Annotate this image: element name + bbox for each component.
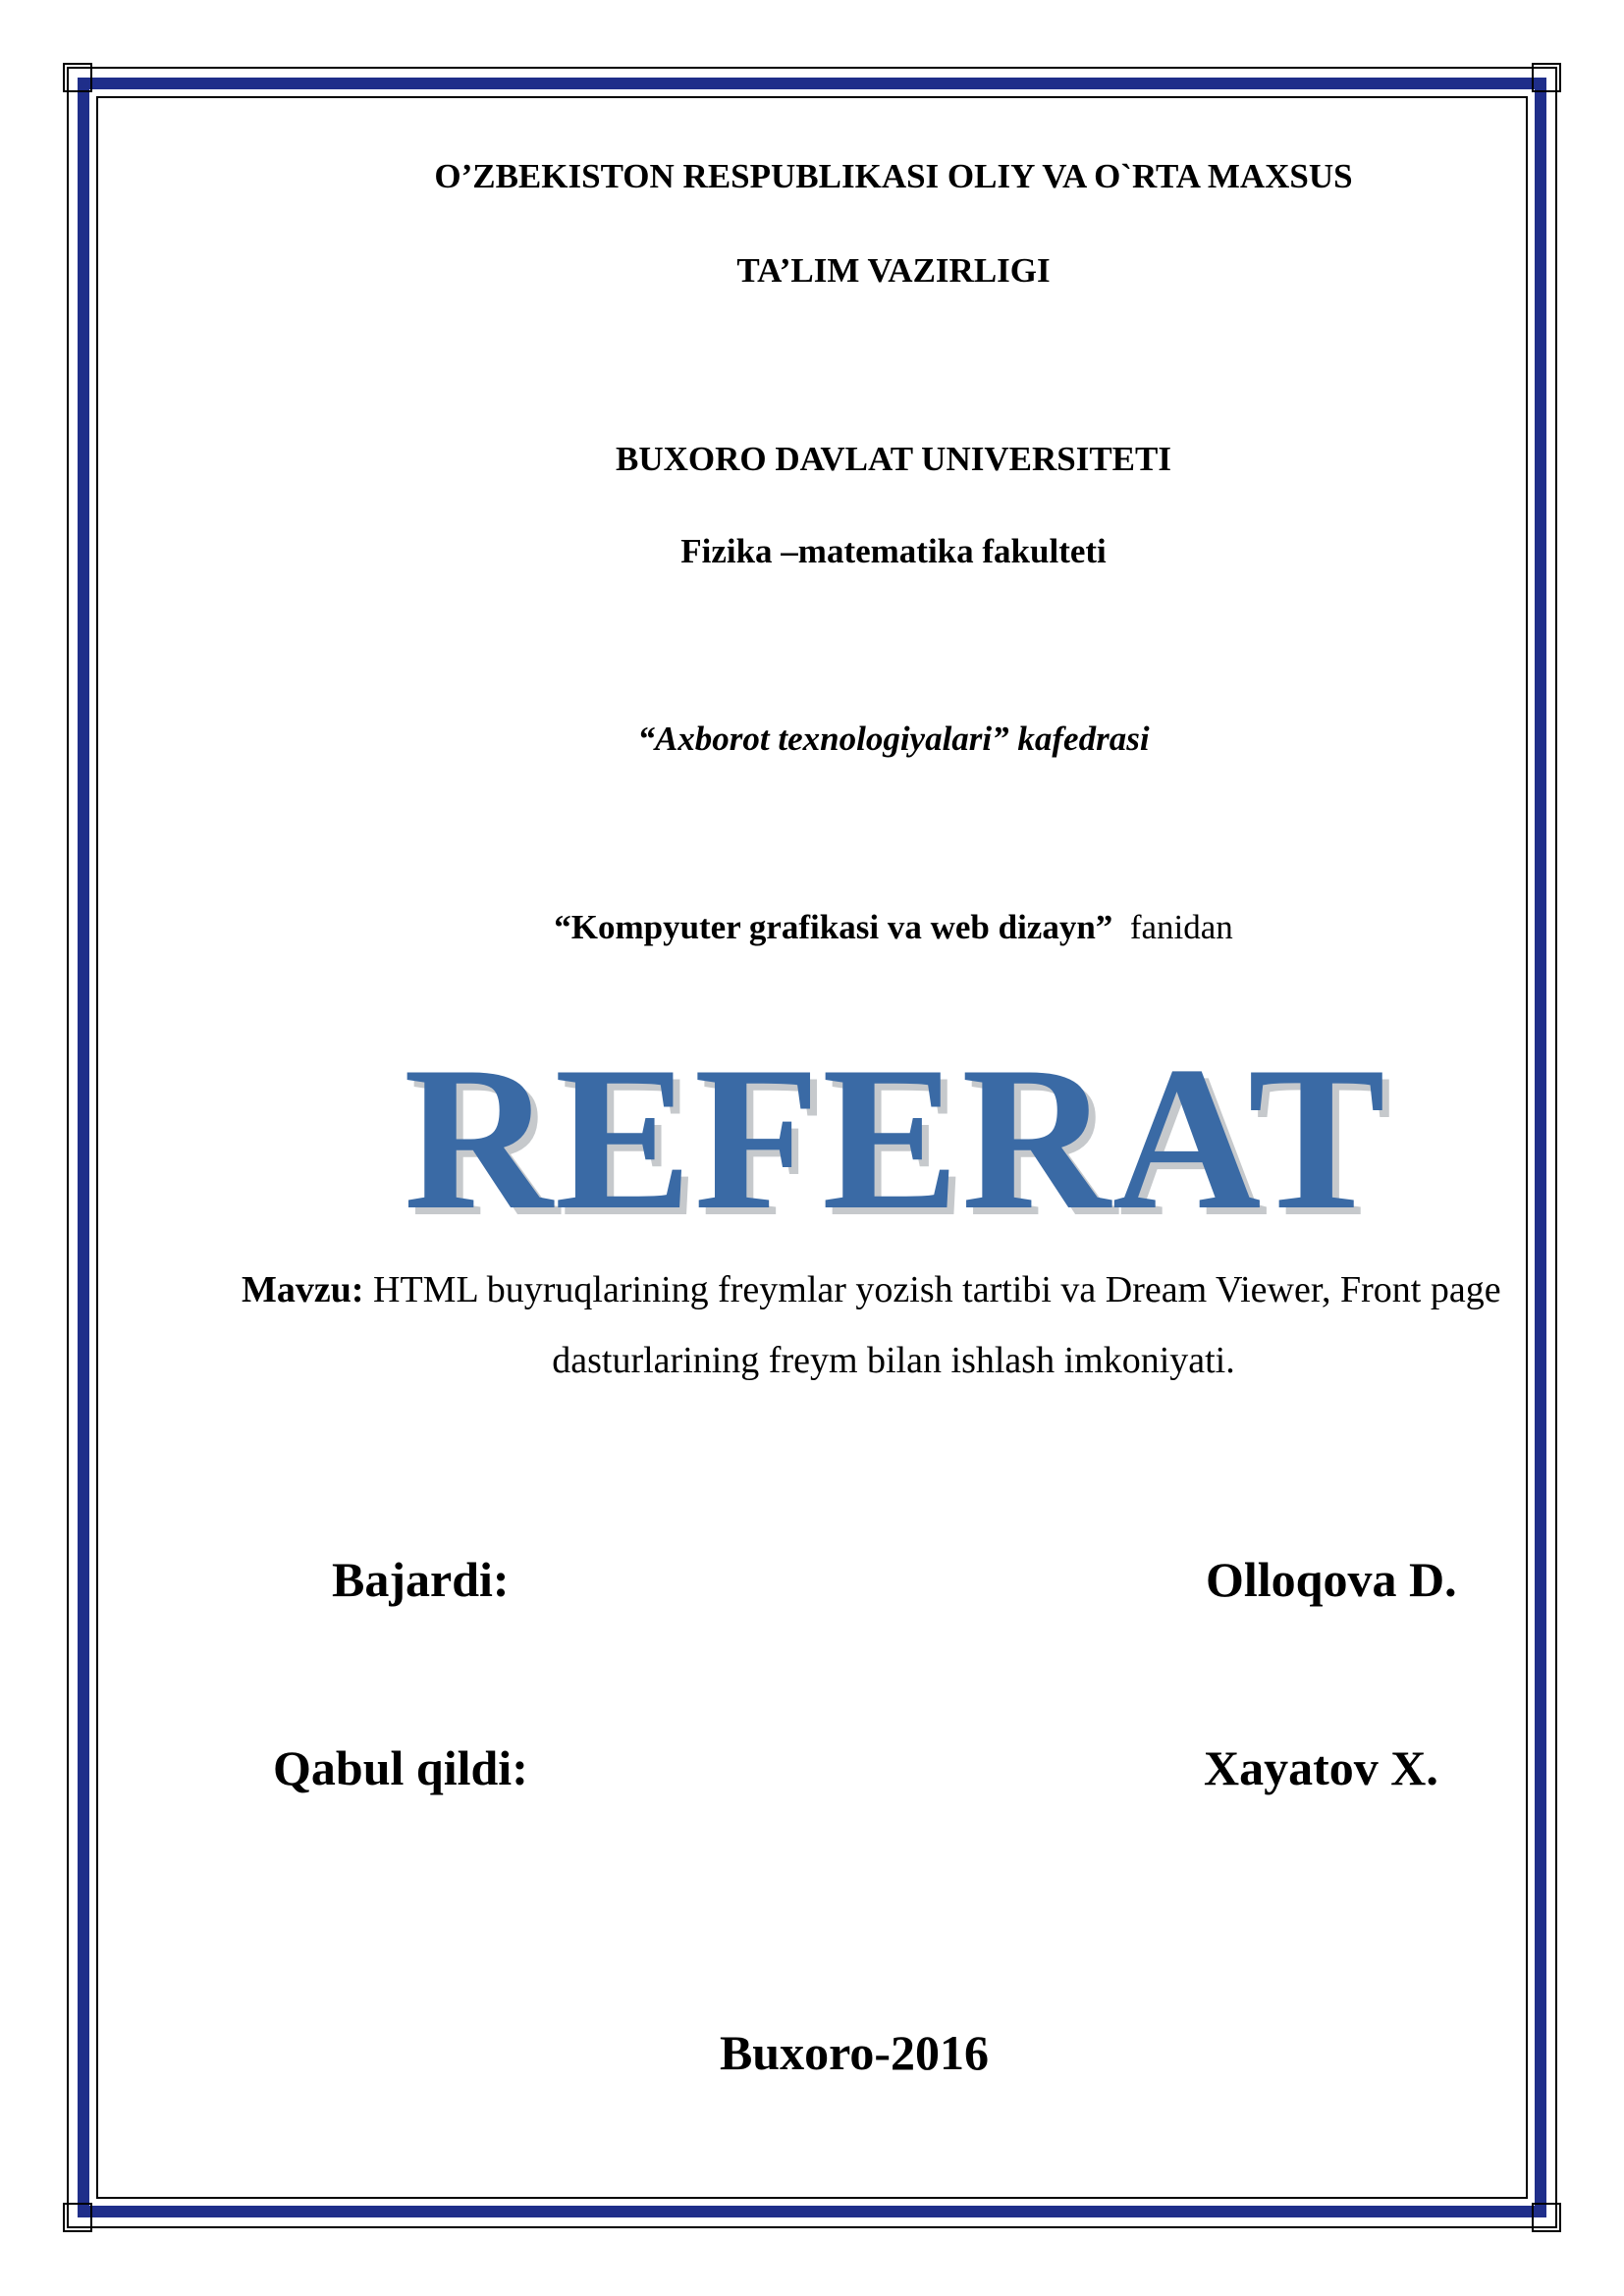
subject-line [363, 908, 1424, 947]
performed-by-label: Bajardi: [332, 1552, 510, 1607]
topic-line-2: dasturlarining freym bilan ishlash imkoniyati. [552, 1340, 1235, 1381]
faculty-name: Fizika –matematika fakulteti [680, 532, 1107, 570]
document-title: REFERAT [404, 1025, 1387, 1253]
accepted-by-name: Xayatov X. [1204, 1740, 1438, 1795]
accepted-by-label: Qabul qildi: [273, 1740, 528, 1795]
border-corner-top-left [63, 63, 92, 92]
topic-line-1 [242, 1268, 1518, 1311]
subject-name: “Kompyuter grafikasi va web dizayn” [554, 908, 1113, 946]
university-name: BUXORO DAVLAT UNIVERSITETI [616, 440, 1171, 478]
department-name: “Axborot texnologiyalari” kafedrasi [637, 720, 1150, 758]
ministry-line-2: TA’LIM VAZIRLIGI [736, 251, 1051, 290]
border-corner-bottom-left [63, 2203, 92, 2232]
performed-by-name: Olloqova D. [1206, 1552, 1457, 1607]
ministry-line-1: O’ZBEKISTON RESPUBLIKASI OLIY VA O`RTA MAXSUS [434, 157, 1353, 195]
city-year: Buxoro-2016 [719, 2025, 990, 2080]
topic-text-1: HTML buyruqlarining freymlar yozish tartibi va Dream Viewer, Front page [373, 1269, 1501, 1310]
border-corner-bottom-right [1532, 2203, 1561, 2232]
border-corner-top-right [1532, 63, 1561, 92]
subject-suffix: fanidan [1129, 908, 1233, 946]
topic-label: Mavzu: [242, 1269, 364, 1310]
